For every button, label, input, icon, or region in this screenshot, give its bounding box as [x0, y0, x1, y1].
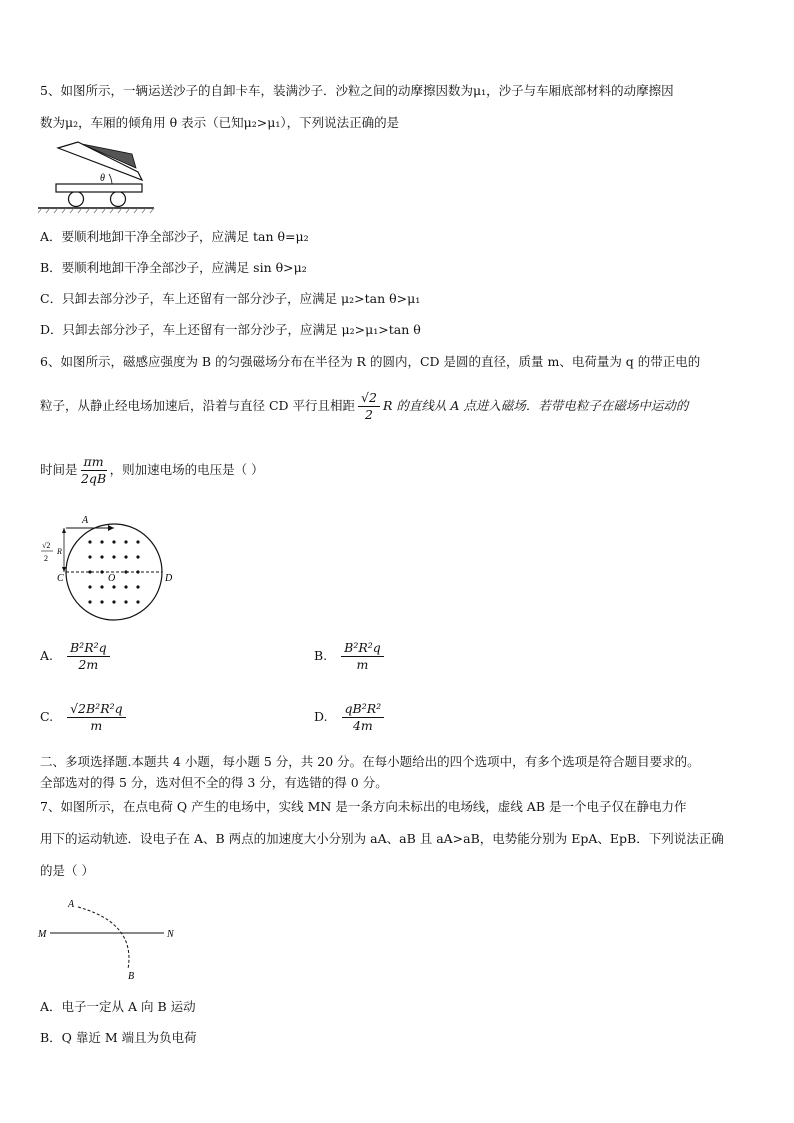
q5-option-d: D．只卸去部分沙子，车上还留有一部分沙子，应满足 μ₂>μ₁>tan θ — [40, 322, 421, 337]
q6-line2-text-b: R 的直线从 A 点进入磁场．若带电粒子在磁场中运动的 — [382, 398, 689, 413]
q5-theta-label: θ — [100, 173, 105, 184]
q7-stem-line1: 7、如图所示，在点电荷 Q 产生的电场中，实线 MN 是一条方向未标出的电场线，虚线 AB 是一个电子仅在静电力作 — [40, 799, 687, 814]
q6-option-b-label: B. — [314, 648, 328, 663]
q7-stem-line3: 的是（ ） — [40, 863, 94, 878]
q5-option-a: A．要顺利地卸干净全部沙子，应满足 tan θ=μ₂ — [40, 229, 309, 244]
q6-option-a — [40, 640, 113, 673]
q6-option-c — [40, 701, 129, 734]
q6-time-fraction — [81, 454, 107, 487]
q6-magnetic-field-figure — [38, 510, 178, 630]
q6-stem-line2 — [40, 386, 688, 426]
q6-option-d — [314, 701, 387, 734]
q6-option-c-den: m — [90, 718, 103, 733]
q6-stem-line3 — [40, 450, 264, 490]
q6-option-d-label: D. — [314, 709, 328, 724]
q5-stem-line1: 5、如图所示，一辆运送沙子的自卸卡车，装满沙子．沙粒之间的动摩擦因数为μ₁，沙子与车厢底部材料的动摩擦因 — [40, 83, 674, 98]
q5-option-b: B．要顺利地卸干净全部沙子，应满足 sin θ>μ₂ — [40, 260, 307, 275]
q5-stem-line2: 数为μ₂，车厢的倾角用 θ 表示（已知μ₂>μ₁），下列说法正确的是 — [40, 115, 400, 130]
q6-dist-den: 2 — [44, 554, 48, 563]
q6-option-b-den: m — [356, 657, 369, 672]
q6-option-a-den: 2m — [78, 657, 99, 672]
q6-line3-text-b: ，则加速电场的电压是（ ） — [109, 462, 264, 477]
q6-label-o: O — [108, 573, 116, 584]
q7-label-b: B — [128, 971, 135, 982]
q7-option-b: B．Q 靠近 M 端且为负电荷 — [40, 1030, 197, 1045]
q6-dist-num: √2 — [42, 541, 51, 550]
q7-label-m: M — [38, 929, 47, 940]
section2-heading-line1: 二、多项选择题.本题共 4 小题，每小题 5 分，共 20 分。在每小题给出的四个选项中，有多个选项是符合题目要求的。 — [40, 754, 700, 769]
q6-option-b-num: B²R²q — [341, 640, 384, 657]
q7-stem-line2: 用下的运动轨迹．设电子在 A、B 两点的加速度大小分别为 aA、aB 且 aA>aB，电势能分别为 EpA、EpB．下列说法正确 — [40, 831, 724, 846]
q6-option-c-num: √2B²R²q — [67, 701, 126, 718]
q7-field-line-figure — [36, 895, 186, 985]
q5-option-c: C．只卸去部分沙子，车上还留有一部分沙子，应满足 μ₂>tan θ>μ₁ — [40, 291, 421, 306]
q6-line2-text-a: 粒子，从静止经电场加速后，沿着与直径 CD 平行且相距 — [40, 398, 356, 413]
q6-line3-text-a: 时间是 — [40, 462, 78, 477]
q6-option-a-num: B²R²q — [67, 640, 110, 657]
q6-time-num: πm — [81, 454, 107, 471]
q6-label-c: C — [57, 573, 64, 584]
q6-option-d-den: 4m — [352, 718, 373, 733]
q6-time-den: 2qB — [80, 471, 107, 486]
q6-label-r: R — [57, 547, 62, 556]
q6-distance-num: √2 — [358, 390, 380, 407]
q7-label-a: A — [68, 899, 75, 910]
q6-label-a: A — [82, 515, 89, 526]
q6-stem-line1: 6、如图所示，磁感应强度为 B 的匀强磁场分布在半径为 R 的圆内，CD 是圆的直径，质量 m、电荷量为 q 的带正电的 — [40, 354, 701, 369]
q7-option-a: A．电子一定从 A 向 B 运动 — [40, 999, 196, 1014]
q6-label-d: D — [165, 573, 173, 584]
section2-heading-line2: 全部选对的得 5 分，选对但不全的得 3 分，有选错的得 0 分。 — [40, 775, 388, 790]
q6-option-c-label: C. — [40, 709, 54, 724]
q6-option-d-num: qB²R² — [342, 701, 385, 718]
q6-distance-fraction — [358, 390, 380, 423]
q7-label-n: N — [167, 929, 174, 940]
q6-option-b — [314, 640, 387, 673]
q6-distance-den: 2 — [365, 407, 373, 422]
q6-option-a-label: A. — [40, 648, 54, 663]
q5-dump-truck-figure — [38, 140, 158, 214]
